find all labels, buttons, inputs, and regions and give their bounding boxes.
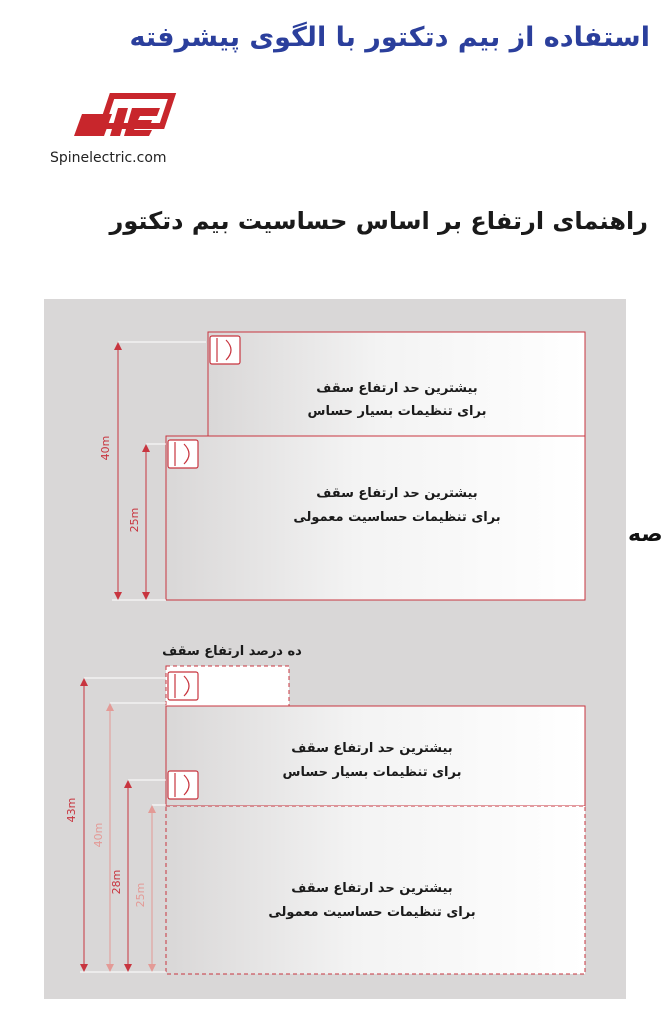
beam-detector-icon (168, 771, 198, 799)
bottom-very-sensitive-line2: برای تنظیمات بسیار حساس (282, 765, 462, 780)
top-normal-line2: برای تنظیمات حساسیت معمولی (293, 510, 501, 525)
dim-label-28m: 28m (110, 869, 123, 895)
edge-text: صه (628, 522, 663, 547)
subtitle: راهنمای ارتفاع بر اساس حساسیت بیم دتکتور (109, 207, 648, 235)
bottom-very-sensitive-line1: بیشترین حد ارتفاع سقف (291, 741, 453, 756)
dim-label-40m: 40m (99, 435, 112, 461)
dim-label-40m-bottom: 40m (92, 822, 105, 848)
top-very-sensitive-line1: بیشترین حد ارتفاع سقف (316, 381, 478, 396)
dim-label-43m: 43m (65, 797, 78, 823)
dim-label-25m-bottom: 25m (134, 882, 147, 908)
beam-detector-icon (168, 672, 198, 700)
bottom-box-very-sensitive (166, 706, 585, 806)
top-normal-line1: بیشترین حد ارتفاع سقف (316, 486, 478, 501)
dim-label-25m: 25m (128, 507, 141, 533)
bottom-normal-line2: برای تنظیمات حساسیت معمولی (268, 905, 476, 920)
beam-detector-icon (210, 336, 240, 364)
top-very-sensitive-line2: برای تنظیمات بسیار حساس (307, 404, 487, 419)
beam-detector-icon (168, 440, 198, 468)
ten-percent-label: ده درصد ارتفاع سقف (162, 644, 302, 659)
site-url: Spinelectric.com (50, 150, 167, 166)
bottom-normal-line1: بیشترین حد ارتفاع سقف (291, 881, 453, 896)
main-title: استفاده از بیم دتکتور با الگوی پیشرفته (129, 22, 650, 53)
